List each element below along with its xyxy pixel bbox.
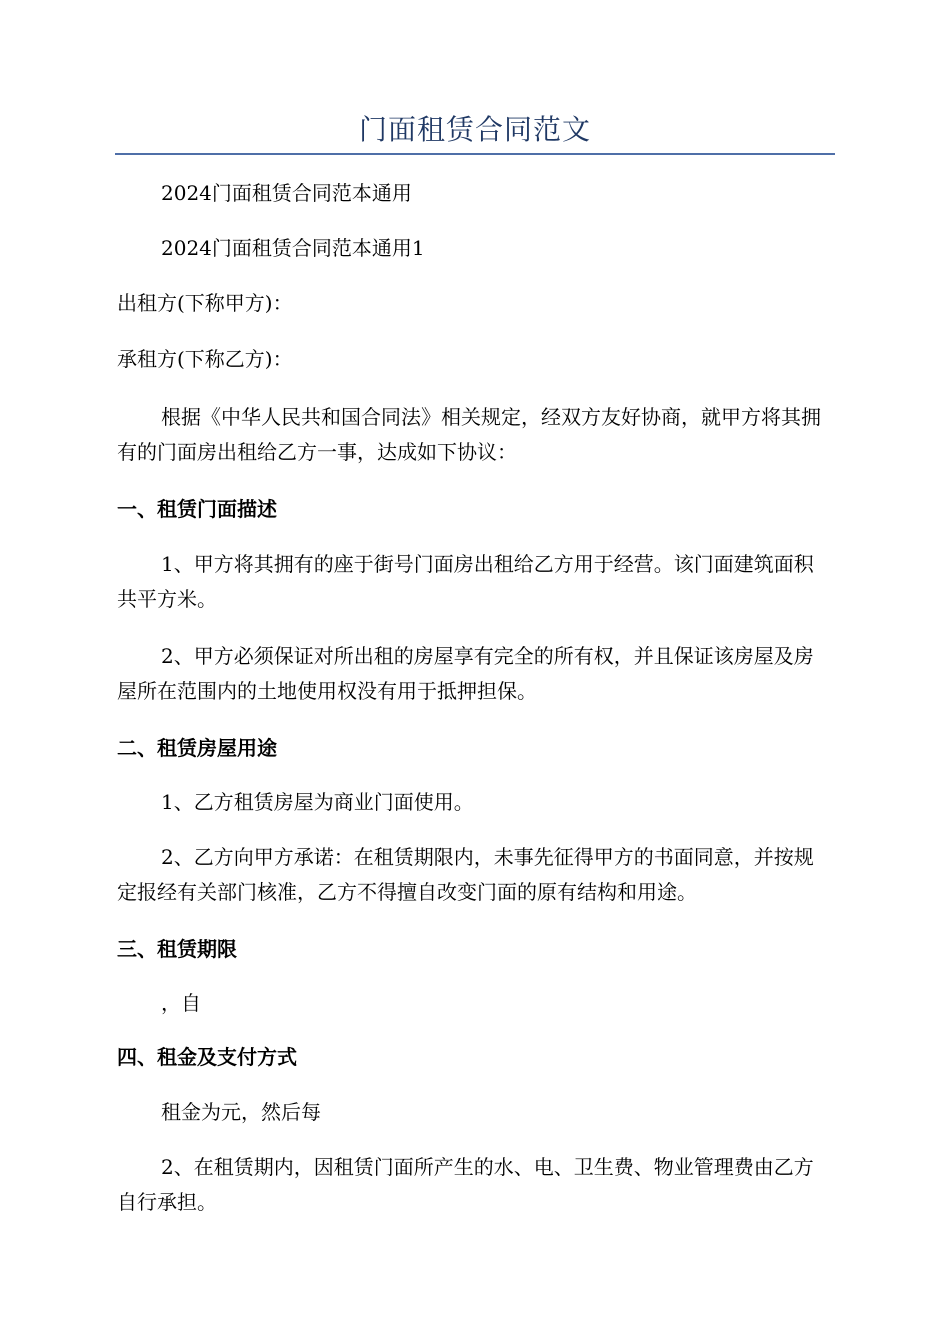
section-4-paragraph-2: 2、在租赁期内，因租赁门面所产生的水、电、卫生费、物业管理费由乙方自行承担。 [117, 1155, 814, 1214]
section-heading-1: 一、租赁门面描述 [117, 497, 277, 521]
subtitle-numbered: 2024门面租赁合同范本通用1 [161, 236, 425, 260]
section-heading-2: 二、租赁房屋用途 [117, 736, 277, 760]
lessee-line: 承租方(下称乙方)： [117, 347, 293, 371]
section-heading-4: 四、租金及支付方式 [117, 1045, 297, 1069]
lessor-line: 出租方(下称甲方)： [117, 291, 293, 315]
preamble-paragraph: 根据《中华人民共和国合同法》相关规定，经双方友好协商，就甲方将其拥有的门面房出租给乙方一事，达成如下协议： [117, 405, 821, 464]
title-underline [115, 153, 835, 155]
section-heading-3: 三、租赁期限 [117, 937, 237, 961]
section-4-paragraph-1: 租金为元，然后每 [161, 1100, 321, 1124]
document-title: 门面租赁合同范文 [358, 113, 591, 146]
section-3-paragraph-1: ，自 [161, 991, 201, 1015]
section-1-paragraph-2: 2、甲方必须保证对所出租的房屋享有完全的所有权，并且保证该房屋及房屋所在范围内的土地使用权没有用于抵押担保。 [117, 644, 814, 703]
section-1-paragraph-1: 1、甲方将其拥有的座于街号门面房出租给乙方用于经营。该门面建筑面积共平方米。 [117, 552, 814, 611]
section-2-paragraph-2: 2、乙方向甲方承诺：在租赁期限内，未事先征得甲方的书面同意，并按规定报经有关部门核准，乙方不得擅自改变门面的原有结构和用途。 [117, 845, 814, 904]
subtitle: 2024门面租赁合同范本通用 [161, 181, 412, 205]
section-2-paragraph-1: 1、乙方租赁房屋为商业门面使用。 [161, 790, 474, 814]
